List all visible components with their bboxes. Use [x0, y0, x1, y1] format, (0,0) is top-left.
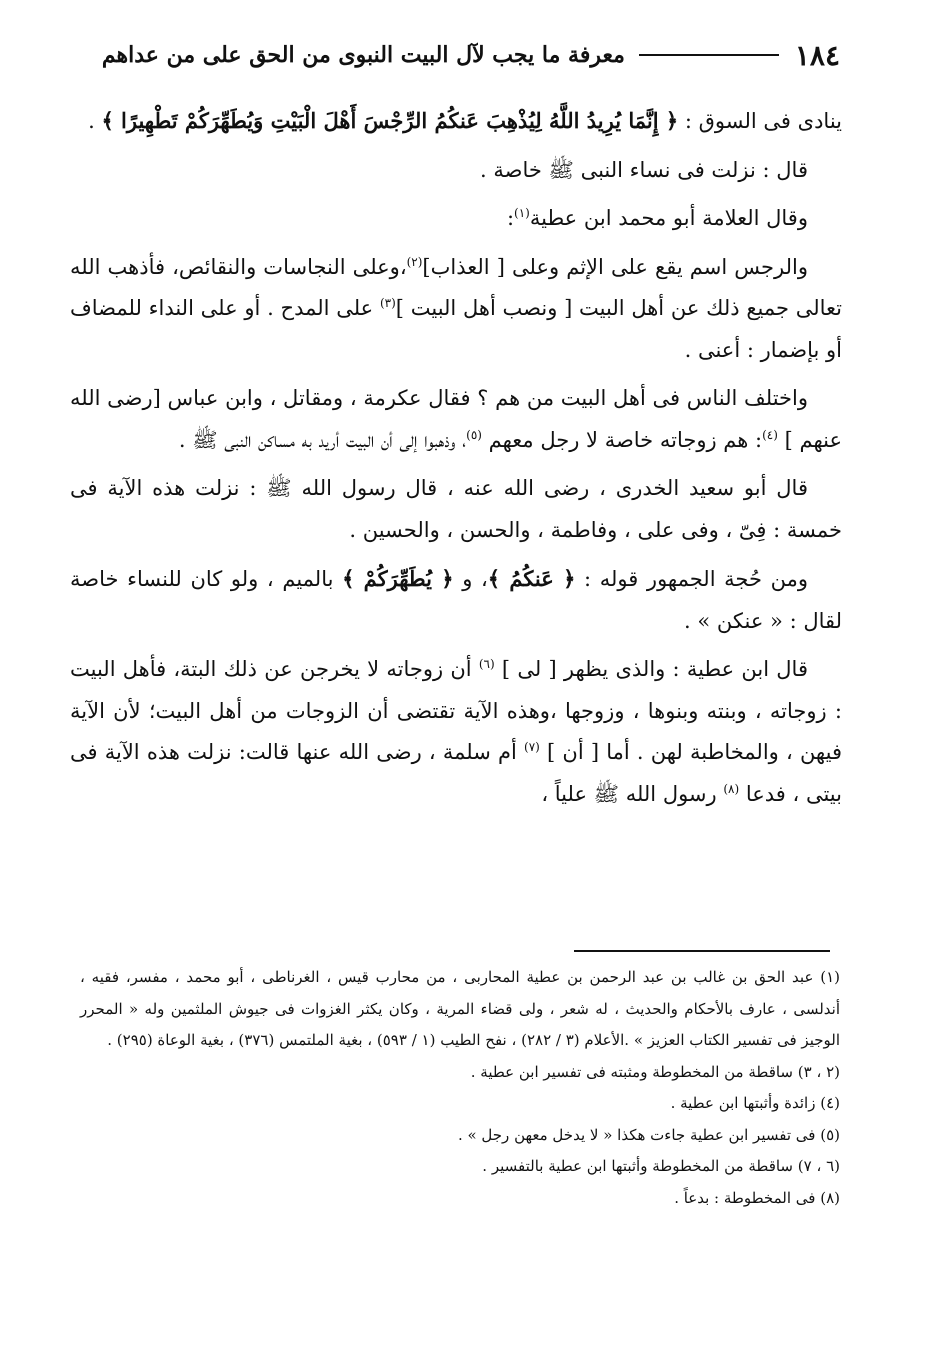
footnote-separator [574, 950, 830, 952]
footnotes [80, 962, 840, 1214]
text-run: رسول الله ﷺ علياً ، [541, 781, 724, 806]
footnote-4: (٤) زائدة وأثبتها ابن عطية . [670, 1094, 840, 1112]
footnote-ref-4: (٤) [762, 427, 778, 442]
footnote-1: (١) عبد الحق بن غالب بن عبد الرحمن بن عطية المحاربى ، من محارب قيس ، الغرناطى ، أبو محمد ، مفسر، فقيه ، أندلسى ، عارف بالأحكام والحديث ، له شعر ، ولى قضاء المرية ، وكان يكثر الغزوات فى جيوش الملثمين وله « المحرر الوجيز فى تفسير الكتاب العزيز » .الأعلام (٣ / ٢٨٢) ، نفح الطيب (١ / ٥٩٣) ، بغية الملتمس (٣٧٦) ، بغية الوعاة (٢٩٥) . [80, 968, 840, 1049]
text-run: والرجس اسم يقع على الإثم وعلى [ العذاب] [422, 254, 808, 279]
footnote-2-3: (٢ ، ٣) ساقطة من المخطوطة ومثبته فى تفسير ابن عطية . [470, 1062, 840, 1081]
text-run: وقال العلامة أبو محمد ابن عطية [529, 206, 808, 230]
footnote-ref-3: (٣) [379, 296, 396, 310]
text-run: : [506, 206, 515, 230]
paragraph-3 [70, 198, 842, 240]
footnote-ref-8: (٨) [723, 781, 740, 796]
footnote-ref-2: (٢) [406, 254, 423, 269]
text-run: أم سلمة ، رضى الله عنها قالت: نزلت هذه الآية فى بيتى ، فدعا [70, 740, 842, 806]
text-run: ، و [453, 567, 488, 591]
running-title: معرفة ما يجب لآل البيت النبوى من الحق على من عداهم [101, 42, 625, 68]
footnote-ref-6: (٦) [478, 657, 495, 671]
text-run: واختلف الناس فى أهل البيت من هم ؟ فقال عكرمة ، ومقاتل ، وابن عباس [رضى الله عنهم ] [70, 386, 842, 452]
text-run: أن زوجاته لا يخرجن عن ذلك البتة، فأهل البيت : زوجاته ، وبنته وبنوها ، وزوجها ،وهذه الآية تقتضى أن الزوجات من أهل البيت؛ لأن الآية فيهن ، والمخاطبة لهن . أما [ أن ] [70, 657, 842, 764]
text-run: على المدح . أو على النداء للمضاف أو بإضمار : أعنى . [70, 296, 842, 362]
footnote-ref-1: (١) [514, 206, 530, 220]
paragraph-2: قال : نزلت فى نساء النبى ﷺ خاصة . [480, 157, 808, 182]
text-run: . [88, 109, 102, 133]
page-number: ١٨٤ [794, 38, 840, 72]
footnote-8: (٨) فى المخطوطة : بدعاً . [674, 1188, 840, 1207]
text-run: ينادى فى السوق : [678, 109, 842, 133]
paragraph-4 [70, 247, 842, 372]
paragraph-5 [70, 378, 842, 461]
footnote-ref-5: (٥) [466, 427, 482, 442]
quran-word-ankum: ﴿ عَنكُمُ ﴾ [487, 566, 576, 591]
quran-verse: ﴿ إِنَّمَا يُرِيدُ اللَّهُ لِيُذْهِبَ عَنكُمُ الرِّجْسَ أَهْلَ الْبَيْتِ وَيُطَهِّرَكُمْ تَطْهِيرًا ﴾ [101, 108, 679, 133]
text-run: : هم زوجاته خاصة لا رجل معهم [481, 427, 763, 452]
main-text [70, 100, 842, 822]
footnote-5: (٥) فى تفسير ابن عطية جاءت هكذا « لا يدخل معهن رجل » . [457, 1125, 840, 1144]
text-run: بالميم ، ولو كان للنساء خاصة لقال : « عنكن » . [70, 567, 842, 633]
footnote-6-7: (٦ ، ٧) ساقطة من المخطوطة وأثبتها ابن عطية بالتفسير . [482, 1157, 840, 1175]
paragraph-1 [70, 100, 842, 143]
header-rule [639, 54, 779, 56]
paragraph-7 [70, 558, 842, 642]
paragraph-6: قال أبو سعيد الخدرى ، رضى الله عنه ، قال رسول الله ﷺ : نزلت هذه الآية فى خمسة : فِىّ ، وفى على ، وفاطمة ، والحسن ، والحسين . [70, 476, 842, 542]
page-header [80, 30, 840, 80]
text-run: ،وعلى النجاسات والنقائص، فأذهب الله تعالى جميع ذلك عن أهل البيت [ ونصب أهل البيت ] [70, 254, 842, 320]
quran-word-yutahhirakum: ﴿ يُطَهِّرَكُمْ ﴾ [342, 566, 454, 591]
text-run: ومن حُجة الجمهور قوله : [575, 567, 808, 591]
text-run: قال ابن عطية : والذى يظهر [ لى ] [494, 657, 808, 681]
paragraph-8 [70, 649, 842, 815]
text-run: ، وذهبوا إلى أن البيت أريد به مساكن النبى ﷺ . [178, 427, 467, 452]
footnote-ref-7: (٧) [524, 740, 540, 754]
